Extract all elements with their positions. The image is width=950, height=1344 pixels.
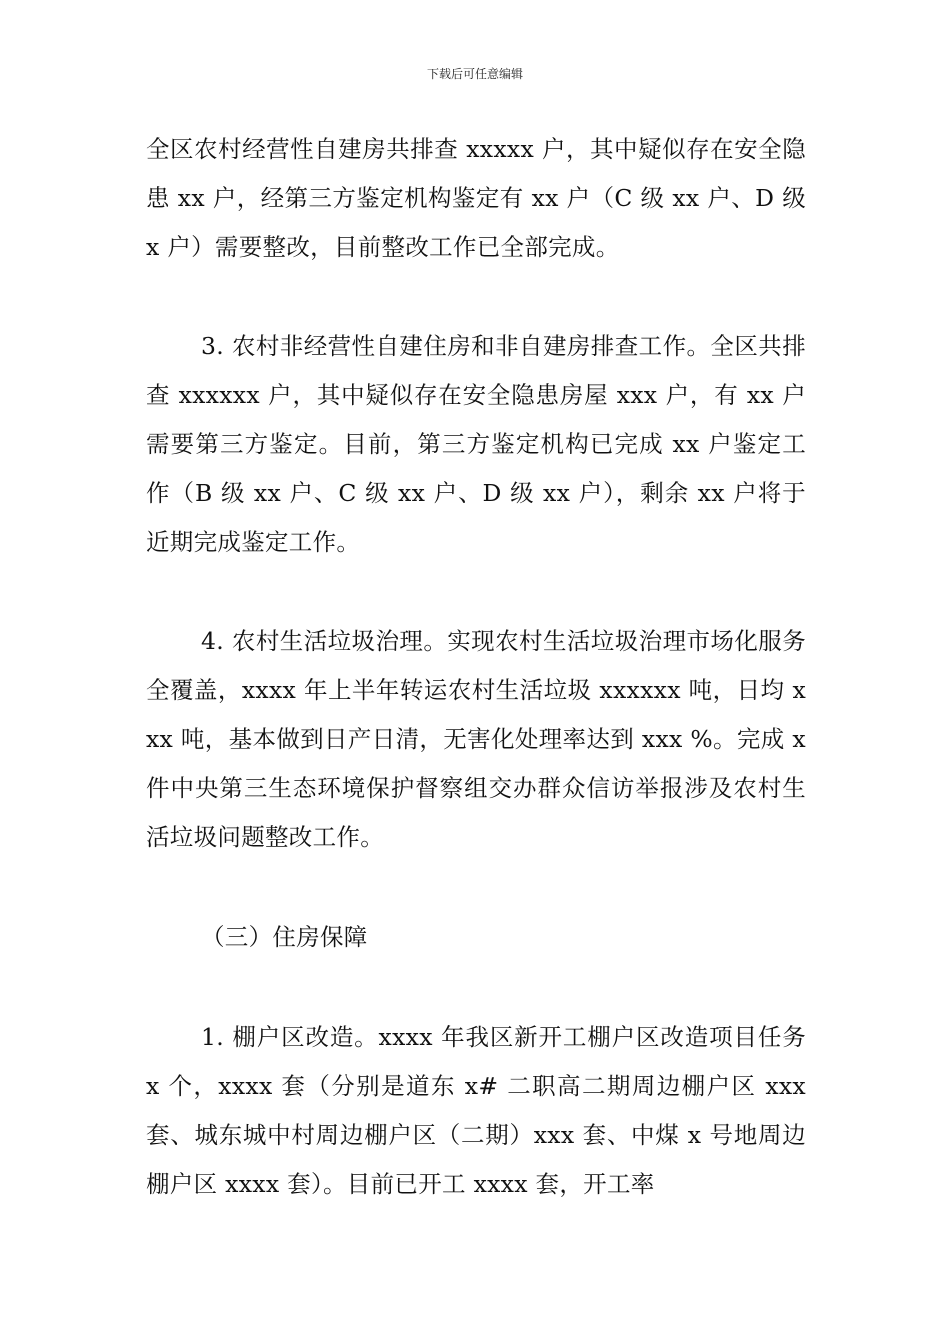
- paragraph-non-operating-house-survey: 3. 农村非经营性自建住房和非自建房排查工作。全区共排查 xxxxxx 户，其中疑似存在安全隐患房屋 xxx 户，有 xx 户需要第三方鉴定。目前，第三方鉴定机构已完成 xx 户鉴定工作（B 级 xx 户、C 级 xx 户、D 级 xx 户），剩余 xx 户将于近期完成鉴定工作。: [146, 332, 806, 556]
- section-heading-housing-security: （三）住房保障: [201, 923, 368, 951]
- paragraph-rural-garbage-treatment: 4. 农村生活垃圾治理。实现农村生活垃圾治理市场化服务全覆盖，xxxx 年上半年转运农村生活垃圾 xxxxxx 吨，日均 xxx 吨，基本做到日产日清，无害化处理率达到 xxx %。完成 x 件中央第三生态环境保护督察组交办群众信访举报涉及农村生活垃圾问题整改工作。: [146, 627, 806, 851]
- document-body: [146, 125, 806, 1209]
- paragraph-shanty-town-renovation: 1. 棚户区改造。xxxx 年我区新开工棚户区改造项目任务 x 个，xxxx 套（分别是道东 x# 二职高二期周边棚户区 xxx 套、城东城中村周边棚户区（二期）xxx 套、中煤 x 号地周边棚户区 xxxx 套）。目前已开工 xxxx 套，开工率: [146, 1023, 806, 1198]
- page-header-note: 下载后可任意编辑: [426, 67, 523, 81]
- paragraph-self-built-house-summary: 全区农村经营性自建房共排查 xxxxx 户，其中疑似存在安全隐患 xx 户，经第三方鉴定机构鉴定有 xx 户（C 级 xx 户、D 级 x 户）需要整改，目前整改工作已全部完成。: [146, 135, 806, 261]
